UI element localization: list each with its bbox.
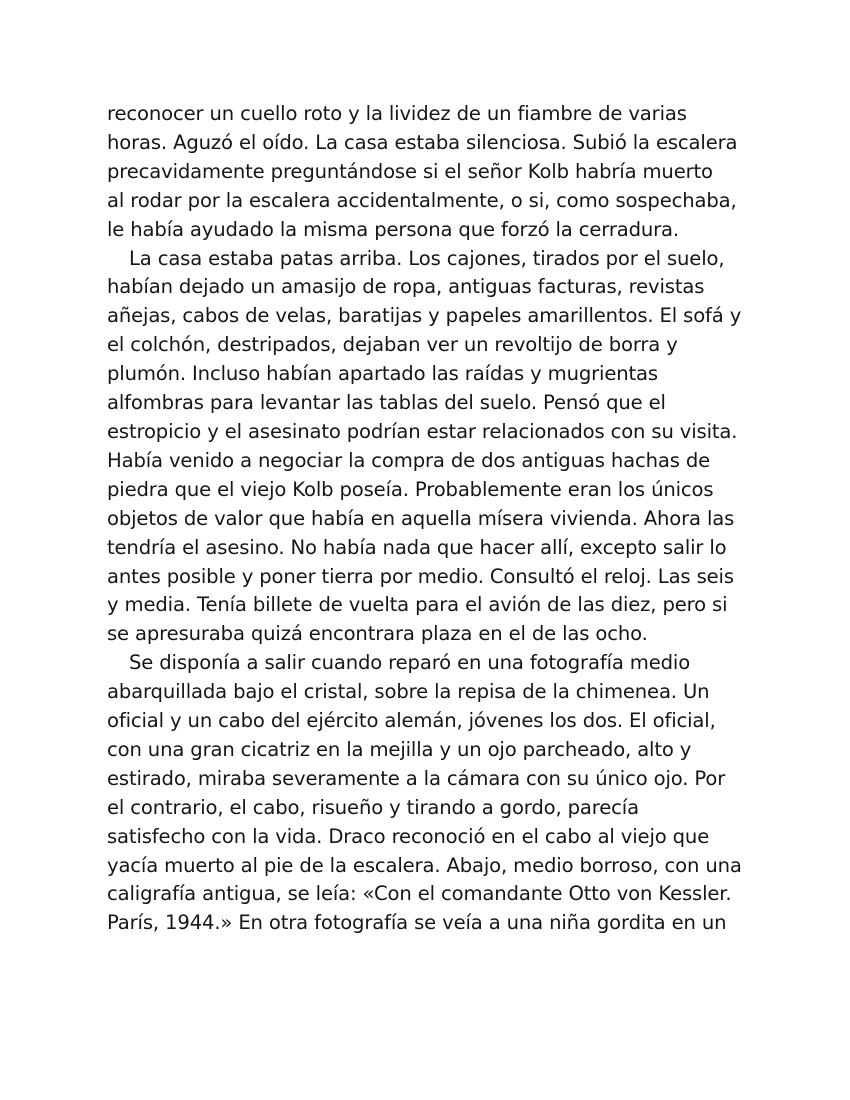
text-line: oficial y un cabo del ejército alemán, jóvenes los dos. El oficial, — [107, 709, 716, 733]
text-line: caligrafía antigua, se leía: «Con el comandante Otto von Kessler. — [107, 882, 732, 906]
text-line: horas. Aguzó el oído. La casa estaba silenciosa. Subió la escalera — [107, 130, 738, 154]
text-line: le había ayudado la misma persona que forzó la cerradura. — [107, 217, 679, 241]
paragraph-3 — [107, 649, 747, 938]
text-line: precavidamente preguntándose si el señor Kolb habría muerto — [107, 159, 713, 183]
text-line: yacía muerto al pie de la escalera. Abajo, medio borroso, con una — [107, 853, 742, 877]
text-line: estropicio y el asesinato podrían estar relacionados con su visita. — [107, 419, 738, 443]
text-line: plumón. Incluso habían apartado las raídas y mugrientas — [107, 362, 658, 386]
text-line: habían dejado un amasijo de ropa, antiguas facturas, revistas — [107, 275, 705, 299]
text-line: añejas, cabos de velas, baratijas y papeles amarillentos. El sofá y — [107, 304, 742, 328]
text-line: reconocer un cuello roto y la lividez de un fiambre de varias — [107, 102, 687, 125]
text-line: piedra que el viejo Kolb poseía. Probablemente eran los únicos — [107, 477, 714, 501]
text-line: alfombras para levantar las tablas del suelo. Pensó que el — [107, 391, 666, 415]
text-line: y media. Tenía billete de vuelta para el avión de las diez, pero si — [107, 593, 728, 617]
document-page — [107, 100, 747, 938]
text-line: Se disponía a salir cuando reparó en una fotografía medio — [129, 651, 691, 675]
text-line: el colchón, destripados, dejaban ver un revoltijo de borra y — [107, 333, 678, 357]
paragraph-1 — [107, 100, 747, 245]
text-line: se apresuraba quizá encontrara plaza en el de las ocho. — [107, 622, 648, 646]
paragraph-2 — [107, 245, 747, 650]
text-line: abarquillada bajo el cristal, sobre la repisa de la chimenea. Un — [107, 680, 710, 704]
text-line: tendría el asesino. No había nada que hacer allí, excepto salir lo — [107, 535, 727, 559]
text-line: La casa estaba patas arriba. Los cajones, tirados por el suelo, — [129, 246, 725, 270]
text-line: Había venido a negociar la compra de dos antiguas hachas de — [107, 448, 711, 472]
text-line: con una gran cicatriz en la mejilla y un ojo parcheado, alto y — [107, 737, 692, 761]
text-line: antes posible y poner tierra por medio. Consultó el reloj. Las seis — [107, 564, 734, 588]
text-line: satisfecho con la vida. Draco reconoció en el cabo al viejo que — [107, 824, 710, 848]
text-line: objetos de valor que había en aquella mísera vivienda. Ahora las — [107, 506, 735, 530]
text-line: el contrario, el cabo, risueño y tirando a gordo, parecía — [107, 795, 639, 819]
text-line: París, 1944.» En otra fotografía se veía a una niña gordita en un — [107, 911, 727, 935]
text-line: al rodar por la escalera accidentalmente, o si, como sospechaba, — [107, 188, 737, 212]
text-line: estirado, miraba severamente a la cámara con su único ojo. Por — [107, 766, 726, 790]
